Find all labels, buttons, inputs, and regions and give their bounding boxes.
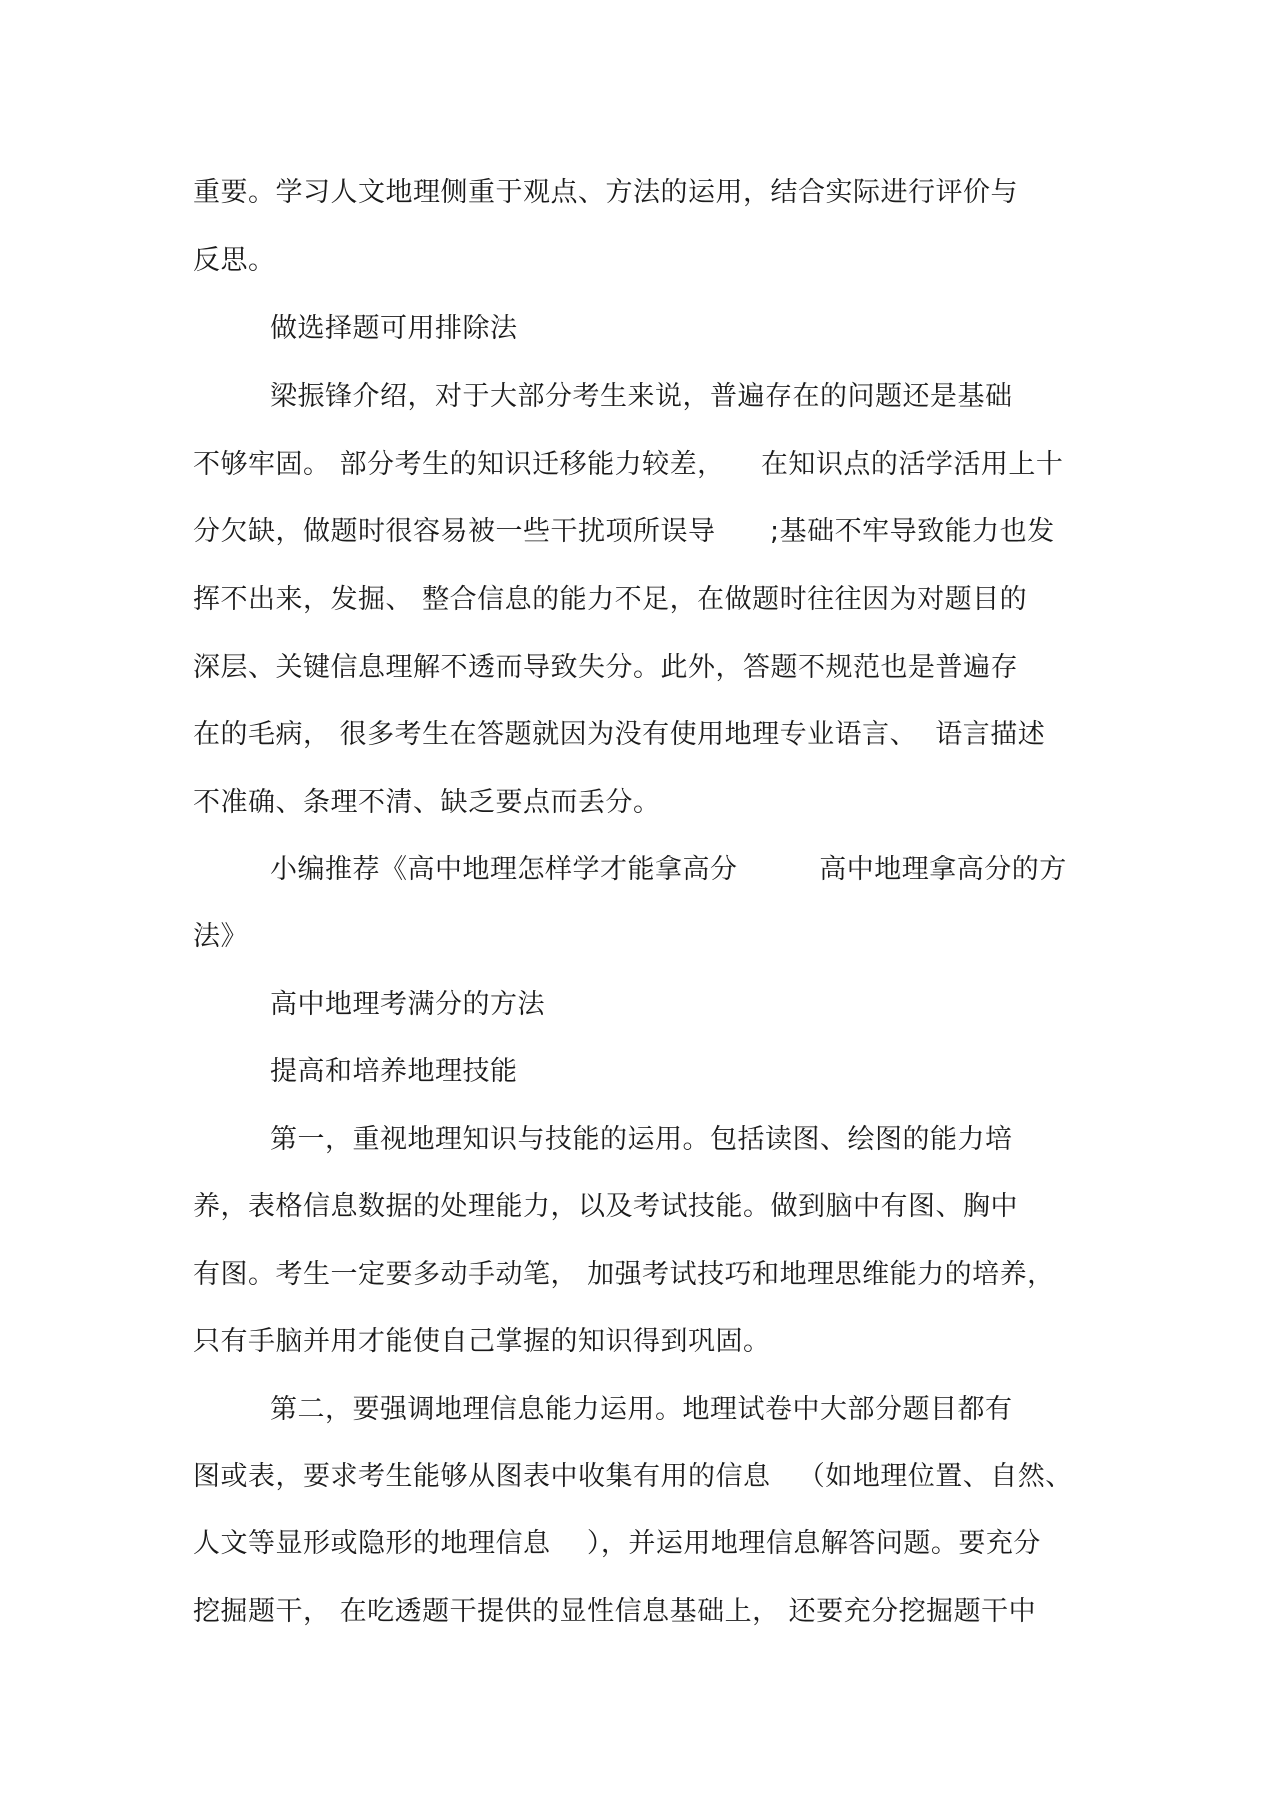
section-heading: 高中地理考满分的方法 (270, 989, 545, 1020)
paragraph-line: 重要。学习人文地理侧重于观点、方法的运用，结合实际进行评价与 (193, 177, 1018, 208)
paragraph-line: 只有手脑并用才能使自己掌握的知识得到巩固。 (193, 1326, 771, 1357)
section-heading: 做选择题可用排除法 (270, 313, 518, 344)
paragraph-line: 深层、关键信息理解不透而导致失分。此外，答题不规范也是普遍存 (193, 652, 1018, 683)
paragraph-line: 反思。 (193, 245, 276, 276)
paragraph-line: 挖掘题干， 在吃透题干提供的显性信息基础上， 还要充分挖掘题干中 (193, 1596, 1037, 1627)
section-heading: 提高和培养地理技能 (270, 1056, 518, 1087)
paragraph-line: 挥不出来，发掘、 整合信息的能力不足，在做题时往往因为对题目的 (193, 584, 1028, 615)
paragraph-line: 不准确、条理不清、缺乏要点而丢分。 (193, 787, 661, 818)
recommendation-line: 法》 (193, 921, 248, 952)
paragraph-line: 养，表格信息数据的处理能力，以及考试技能。做到脑中有图、胸中 (193, 1191, 1018, 1222)
paragraph-line: 在的毛病， 很多考生在答题就因为没有使用地理专业语言、 语言描述 (193, 719, 1046, 750)
paragraph-line: 第二，要强调地理信息能力运用。地理试卷中大部分题目都有 (270, 1394, 1013, 1425)
paragraph-line: 人文等显形或隐形的地理信息 ），并运用地理信息解答问题。要充分 (193, 1528, 1041, 1559)
paragraph-line: 第一，重视地理知识与技能的运用。包括读图、绘图的能力培 (270, 1124, 1013, 1155)
paragraph-line: 不够牢固。 部分考生的知识迁移能力较差， 在知识点的活学活用上十 (193, 449, 1064, 480)
recommendation-line: 小编推荐《高中地理怎样学才能拿高分 高中地理拿高分的方 (270, 854, 1067, 885)
paragraph-line: 分欠缺，做题时很容易被一些干扰项所误导 ;基础不牢导致能力也发 (193, 516, 1055, 547)
paragraph-line: 有图。考生一定要多动手动笔， 加强考试技巧和地理思维能力的培养， (193, 1259, 1055, 1290)
paragraph-line: 梁振锋介绍，对于大部分考生来说，普遍存在的问题还是基础 (270, 381, 1013, 412)
paragraph-line: 图或表，要求考生能够从图表中收集有用的信息 （如地理位置、自然、 (193, 1461, 1073, 1492)
